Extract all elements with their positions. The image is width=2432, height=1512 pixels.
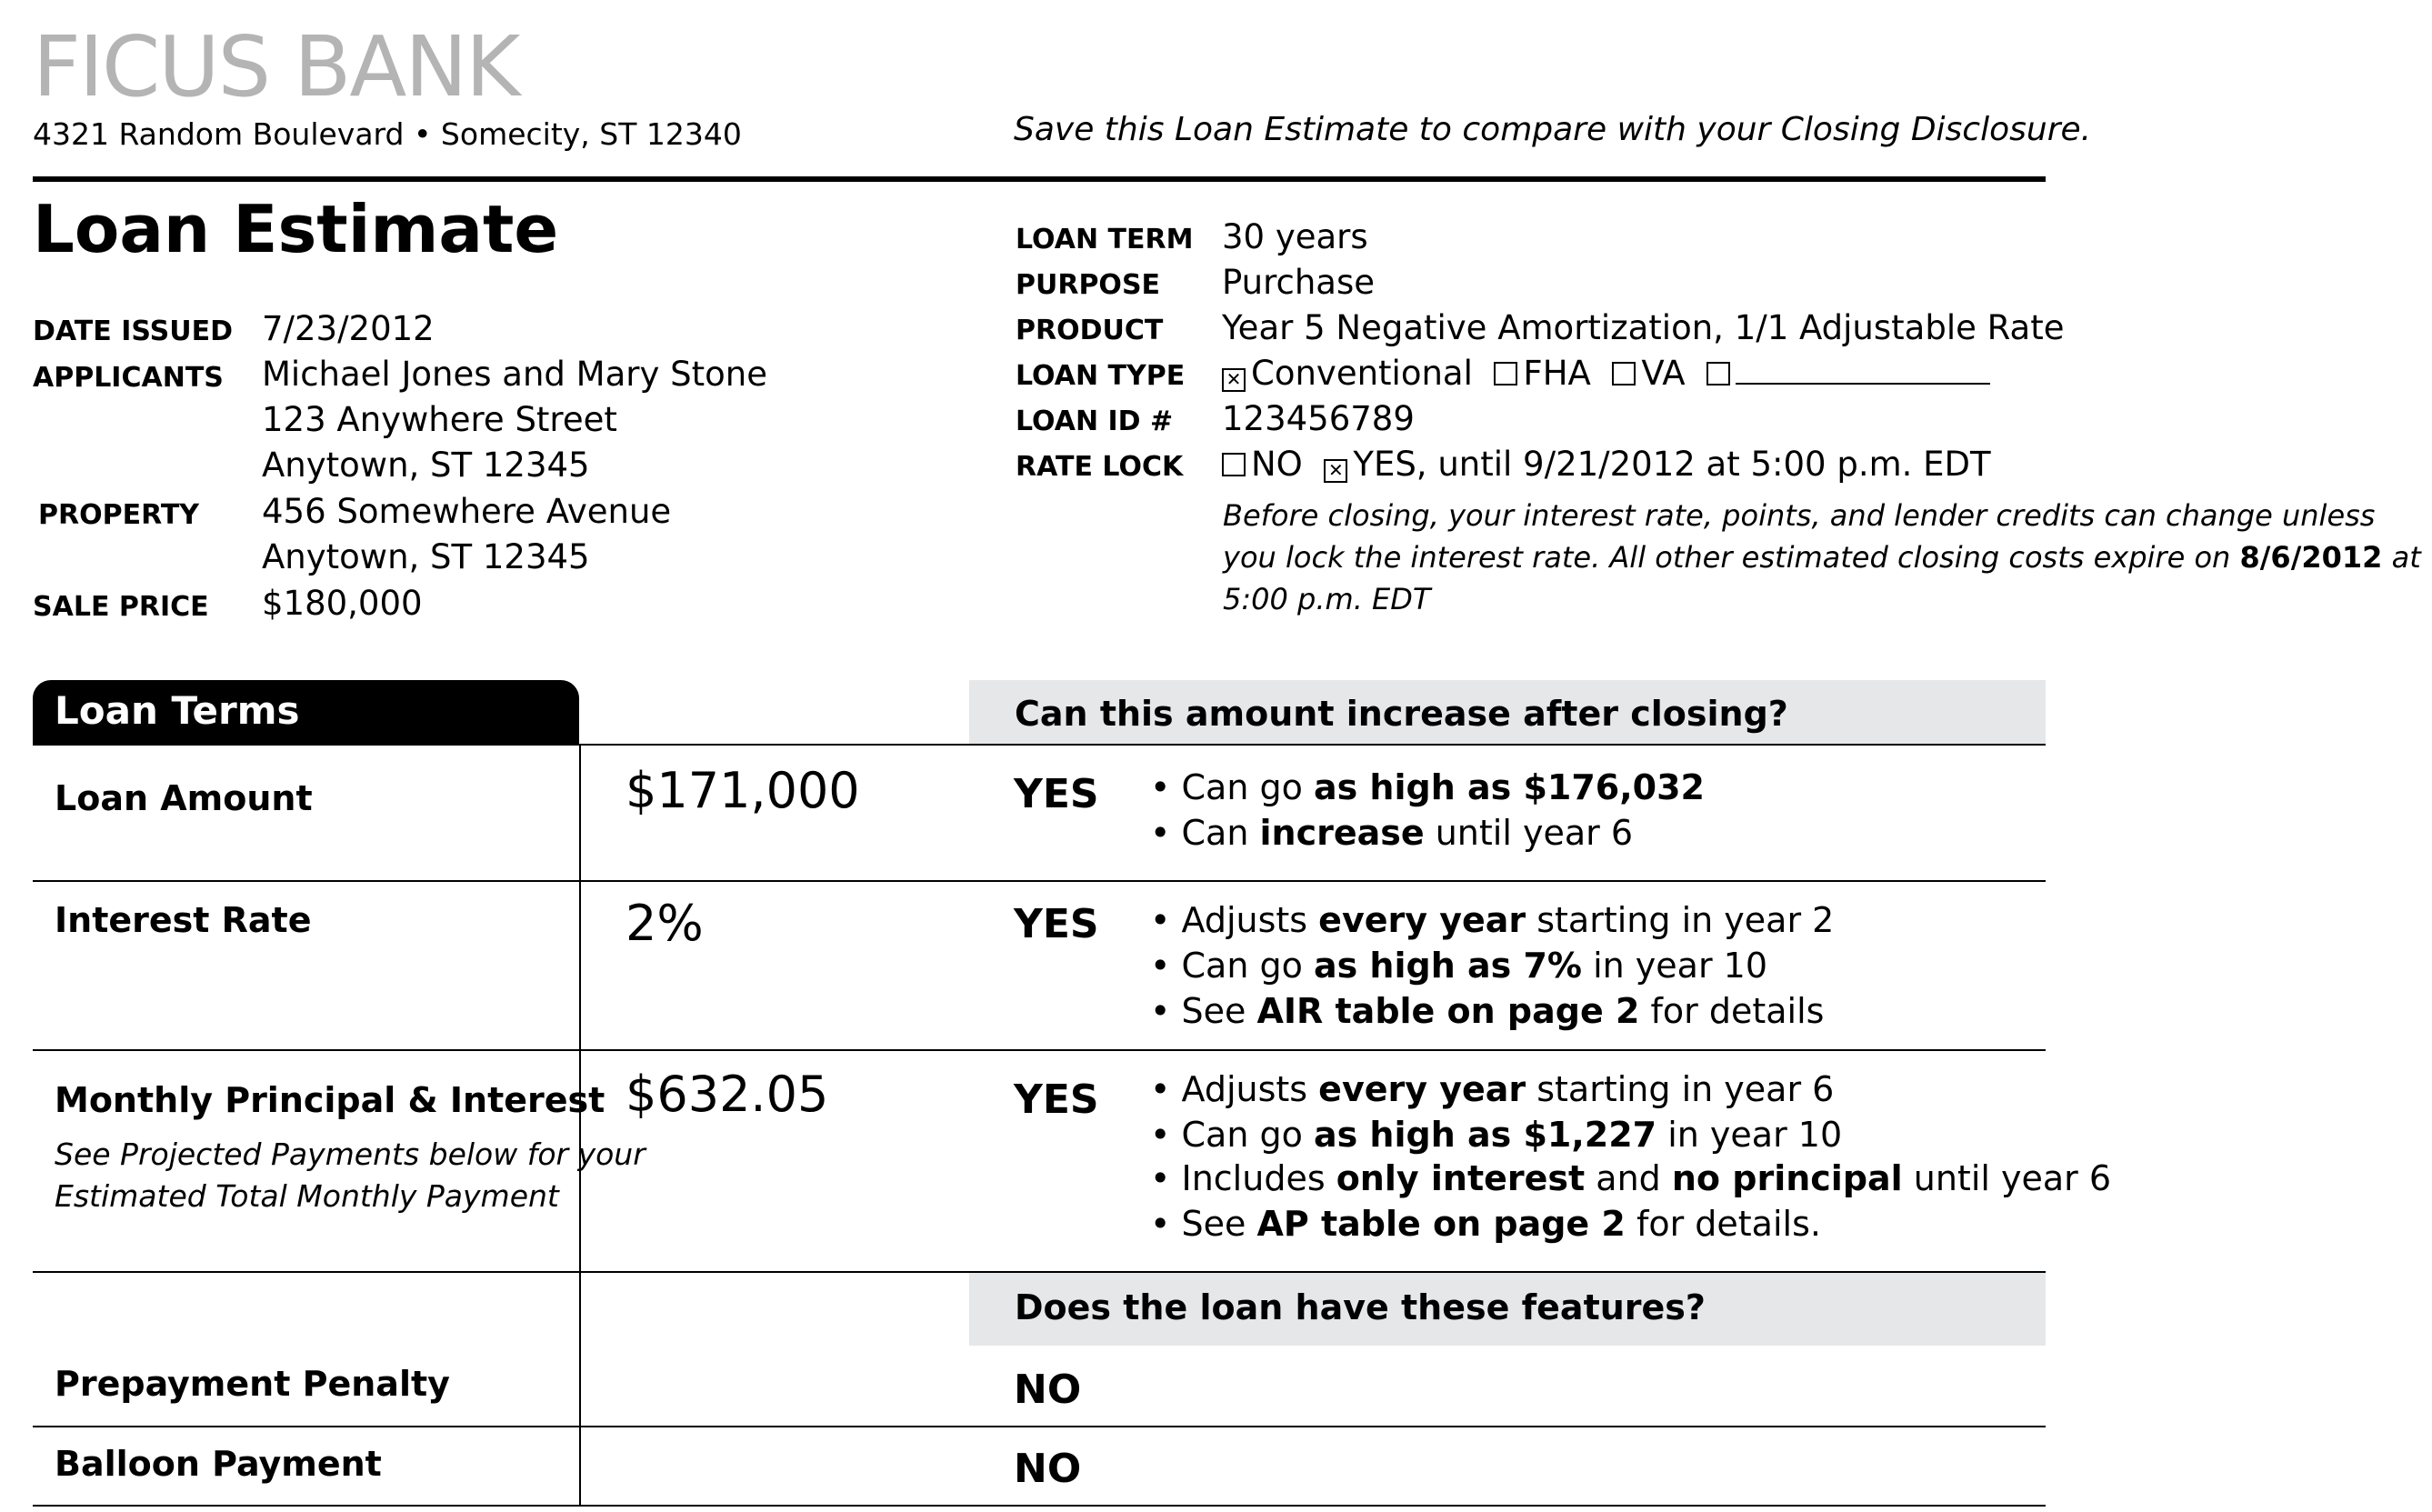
page-title: Loan Estimate xyxy=(33,191,559,267)
applicant-names: Michael Jones and Mary Stone xyxy=(262,355,767,394)
loan-type-conventional: Conventional xyxy=(1251,354,1473,393)
property-city: Anytown, ST 12345 xyxy=(262,537,590,576)
rate-lock-note xyxy=(1223,495,2432,620)
table-divider xyxy=(33,1049,2046,1051)
loan-id-label: LOAN ID # xyxy=(1016,406,1174,437)
monthly-pi-answer: YES xyxy=(1014,1076,1099,1123)
table-divider xyxy=(33,1426,2046,1427)
checked-box-icon[interactable]: ✕ xyxy=(1324,459,1347,483)
table-divider xyxy=(33,744,2046,746)
loan-type-other-blank[interactable] xyxy=(1736,357,1990,385)
purpose-value: Purchase xyxy=(1222,263,1376,302)
product-value: Year 5 Negative Amortization, 1/1 Adjustable Rate xyxy=(1222,308,2065,347)
checkbox-icon[interactable] xyxy=(1706,362,1730,386)
loan-type-label: LOAN TYPE xyxy=(1016,360,1186,392)
checkbox-icon[interactable] xyxy=(1222,453,1246,476)
save-notice: Save this Loan Estimate to compare with your Closing Disclosure. xyxy=(1014,111,2092,148)
interest-rate-answer: YES xyxy=(1014,901,1099,947)
loan-amount-label: Loan Amount xyxy=(55,778,313,818)
applicant-street: 123 Anywhere Street xyxy=(262,400,617,439)
loan-type-fha: FHA xyxy=(1523,354,1591,393)
loan-terms-title: Loan Terms xyxy=(55,688,300,733)
rate-lock-yes: YES, until 9/21/2012 at 5:00 p.m. EDT xyxy=(1353,445,1991,484)
list-item: • Can increase until year 6 xyxy=(1150,813,1634,853)
list-item: • See AIR table on page 2 for details xyxy=(1150,991,1825,1031)
monthly-pi-value: $632.05 xyxy=(626,1066,829,1123)
checked-box-icon[interactable]: ✕ xyxy=(1222,368,1246,392)
property-label: PROPERTY xyxy=(38,499,200,531)
loan-term-value: 30 years xyxy=(1222,217,1368,256)
date-issued-label: DATE ISSUED xyxy=(33,315,233,347)
purpose-label: PURPOSE xyxy=(1016,269,1161,301)
interest-rate-label: Interest Rate xyxy=(55,900,312,940)
column-divider xyxy=(579,744,581,1507)
list-item: • Adjusts every year starting in year 6 xyxy=(1150,1069,1835,1109)
bank-name: FICUS BANK xyxy=(33,18,519,115)
prepayment-penalty-answer: NO xyxy=(1014,1367,1082,1413)
rate-lock-no: NO xyxy=(1251,445,1303,484)
rate-lock-options xyxy=(1222,445,1991,484)
loan-term-label: LOAN TERM xyxy=(1016,224,1194,255)
rate-lock-label: RATE LOCK xyxy=(1016,451,1184,483)
applicants-label: APPLICANTS xyxy=(33,362,224,394)
monthly-pi-label: Monthly Principal & Interest xyxy=(55,1080,605,1120)
sale-price-value: $180,000 xyxy=(262,584,423,623)
loan-type-options xyxy=(1222,354,1990,393)
interest-rate-value: 2% xyxy=(626,895,704,952)
rate-lock-expiry-date: 8/6/2012 xyxy=(2239,540,2383,575)
list-item: • Includes only interest and no principal until year 6 xyxy=(1150,1158,2112,1198)
balloon-payment-label: Balloon Payment xyxy=(55,1444,382,1484)
rate-lock-note-time: at 5:00 p.m. EDT xyxy=(1223,540,2421,616)
monthly-pi-note-line2: Estimated Total Monthly Payment xyxy=(55,1178,559,1214)
checkbox-icon[interactable] xyxy=(1612,362,1636,386)
loan-id-value: 123456789 xyxy=(1222,399,1415,438)
loan-amount-answer: YES xyxy=(1014,771,1099,817)
list-item: • Adjusts every year starting in year 2 xyxy=(1150,900,1835,940)
sale-price-label: SALE PRICE xyxy=(33,591,209,623)
features-question: Does the loan have these features? xyxy=(1015,1287,1706,1327)
checkbox-icon[interactable] xyxy=(1494,362,1517,386)
bank-address: 4321 Random Boulevard • Somecity, ST 12340 xyxy=(33,116,742,152)
list-item: • Can go as high as $176,032 xyxy=(1150,767,1705,807)
header-divider xyxy=(33,176,2046,182)
table-divider xyxy=(33,1505,2046,1507)
applicant-city: Anytown, ST 12345 xyxy=(262,446,590,485)
date-issued-value: 7/23/2012 xyxy=(262,309,435,348)
monthly-pi-note-line1: See Projected Payments below for your xyxy=(55,1137,646,1172)
product-label: PRODUCT xyxy=(1016,315,1164,346)
rate-lock-note-text: Before closing, your interest rate, points, and lender credits can change unless you lock the interest rate. All other estimated closing costs expire on xyxy=(1223,498,2376,575)
property-street: 456 Somewhere Avenue xyxy=(262,492,672,531)
prepayment-penalty-label: Prepayment Penalty xyxy=(55,1364,450,1404)
table-divider xyxy=(33,880,2046,882)
increase-question: Can this amount increase after closing? xyxy=(1015,694,1788,734)
list-item: • Can go as high as 7% in year 10 xyxy=(1150,946,1768,986)
list-item: • See AP table on page 2 for details. xyxy=(1150,1204,1821,1244)
loan-amount-value: $171,000 xyxy=(626,762,860,819)
loan-type-va: VA xyxy=(1641,354,1686,393)
balloon-payment-answer: NO xyxy=(1014,1446,1082,1492)
list-item: • Can go as high as $1,227 in year 10 xyxy=(1150,1115,1843,1155)
